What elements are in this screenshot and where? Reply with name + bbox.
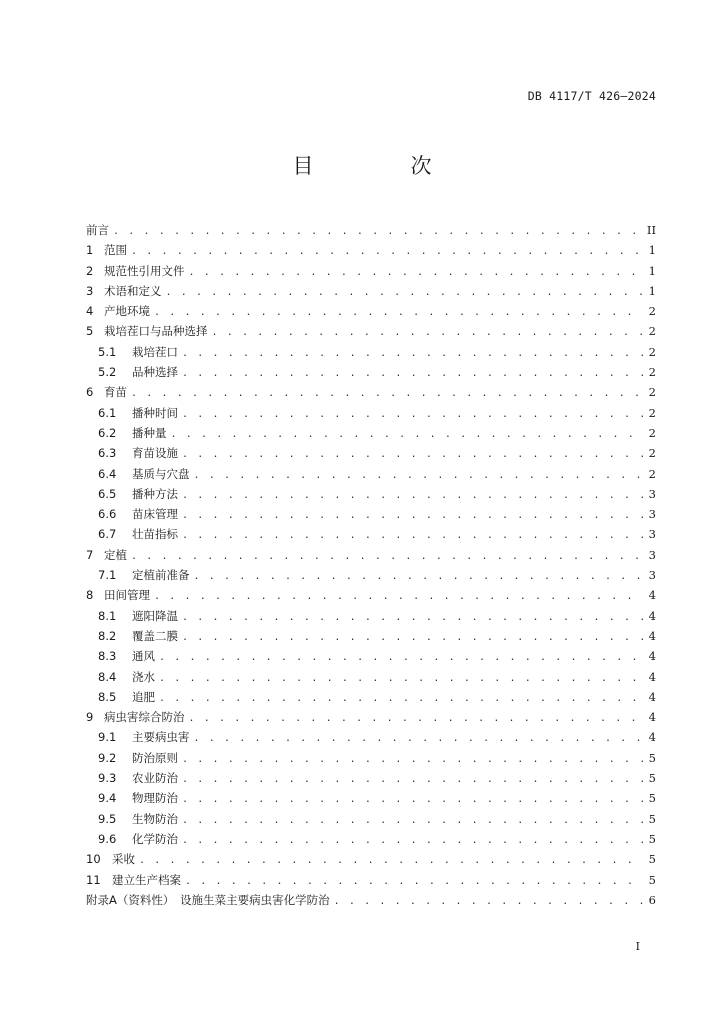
toc-entry-label: 规范性引用文件 <box>104 263 185 278</box>
toc-entry-number: 6 <box>86 385 94 400</box>
toc-entry-number: 9.3 <box>98 771 117 786</box>
toc-leader-dots <box>182 449 643 461</box>
toc-entry[interactable] <box>86 671 656 685</box>
toc-entry[interactable] <box>86 833 656 847</box>
toc-entry[interactable] <box>86 731 656 745</box>
toc-entry[interactable] <box>86 874 656 888</box>
toc-leader-dots <box>194 571 643 583</box>
toc-entry-page: 1 <box>648 243 656 258</box>
toc-leader-dots <box>131 388 643 400</box>
toc-entry-page: 4 <box>648 628 656 643</box>
toc-entry-number: 6.1 <box>98 405 117 420</box>
toc-entry[interactable] <box>86 427 656 441</box>
toc-entry-label: 防治原则 <box>132 750 178 765</box>
toc-entry-label: 栽培茬口与品种选择 <box>104 324 208 339</box>
toc-leader-dots <box>182 530 643 542</box>
toc-leader-dots <box>194 733 643 745</box>
toc-leader-dots <box>139 855 643 867</box>
document-code: DB 4117/T 426—2024 <box>527 89 656 103</box>
toc-entry-label: 播种时间 <box>132 405 178 420</box>
toc-leader-dots <box>159 652 643 664</box>
toc-leader-dots <box>182 632 643 644</box>
toc-entry[interactable] <box>86 752 656 766</box>
toc-entry[interactable] <box>86 650 656 664</box>
toc-entry-number: 5.1 <box>98 344 117 359</box>
toc-leader-dots <box>185 876 643 888</box>
toc-entry-number: 4 <box>86 304 94 319</box>
toc-entry[interactable] <box>86 894 656 908</box>
toc-entry-label: 育苗 <box>104 385 127 400</box>
toc-entry-page: 4 <box>648 689 656 704</box>
toc-entry-number: 9 <box>86 710 94 725</box>
toc-entry-page: 5 <box>648 872 656 887</box>
toc-entry-label: 产地环境 <box>104 304 150 319</box>
toc-entry-number: 8.2 <box>98 628 117 643</box>
toc-leader-dots <box>182 612 643 624</box>
toc-entry[interactable] <box>86 569 656 583</box>
toc-leader-dots <box>131 551 643 563</box>
toc-entry-page: 2 <box>648 425 656 440</box>
toc-entry-page: 5 <box>648 811 656 826</box>
toc-entry-number: 7.1 <box>98 568 117 583</box>
toc-leader-dots <box>159 693 643 705</box>
toc-entry-number: 6.5 <box>98 486 117 501</box>
toc-leader-dots <box>113 226 641 238</box>
toc-entry-number: 6.6 <box>98 507 117 522</box>
toc-entry[interactable] <box>86 853 656 867</box>
toc-entry-label: 通风 <box>132 649 155 664</box>
toc-entry[interactable] <box>86 305 656 319</box>
table-of-contents <box>86 218 656 914</box>
toc-entry-label: 育苗设施 <box>132 446 178 461</box>
toc-entry-number: 9.6 <box>98 831 117 846</box>
toc-entry-number: 9.5 <box>98 811 117 826</box>
toc-entry-number: 6.3 <box>98 446 117 461</box>
toc-entry-page: 2 <box>648 385 656 400</box>
toc-entry-label: 苗床管理 <box>132 507 178 522</box>
toc-entry-page: 3 <box>648 547 656 562</box>
toc-entry-page: 4 <box>648 710 656 725</box>
toc-entry-label: 栽培茬口 <box>132 344 178 359</box>
toc-leader-dots <box>182 774 643 786</box>
toc-entry-label: 基质与穴盘 <box>132 466 190 481</box>
page-title: 目 次 <box>292 154 470 178</box>
toc-leader-dots <box>182 510 643 522</box>
toc-entry-number: 8.4 <box>98 669 117 684</box>
toc-entry-label: 定植 <box>104 547 127 562</box>
toc-leader-dots <box>194 470 643 482</box>
toc-entry-label: 生物防治 <box>132 811 178 826</box>
toc-entry-page: 4 <box>648 669 656 684</box>
toc-entry-label: 病虫害综合防治 <box>104 710 185 725</box>
toc-entry-label: 物理防治 <box>132 791 178 806</box>
toc-entry-page: 2 <box>648 405 656 420</box>
toc-entry-number: 8.3 <box>98 649 117 664</box>
toc-entry-number: 2 <box>86 263 94 278</box>
toc-leader-dots <box>182 754 643 766</box>
toc-entry[interactable] <box>86 792 656 806</box>
toc-leader-dots <box>182 794 643 806</box>
toc-entry[interactable] <box>86 325 656 339</box>
toc-entry-page: 2 <box>648 344 656 359</box>
toc-entry[interactable] <box>86 265 656 279</box>
toc-entry-number: 1 <box>86 243 94 258</box>
toc-entry-label: 范围 <box>104 243 127 258</box>
toc-entry-label: 播种量 <box>132 425 167 440</box>
toc-entry-page: 5 <box>648 750 656 765</box>
toc-entry-page: 3 <box>648 527 656 542</box>
toc-entry[interactable] <box>86 407 656 421</box>
toc-entry[interactable] <box>86 813 656 827</box>
toc-entry-number: 5.2 <box>98 365 117 380</box>
toc-entry[interactable] <box>86 447 656 461</box>
toc-entry-page: 2 <box>648 365 656 380</box>
toc-entry-page: 5 <box>648 852 656 867</box>
toc-entry-number: 6.4 <box>98 466 117 481</box>
toc-entry-page: 2 <box>648 446 656 461</box>
toc-entry-page: 5 <box>648 791 656 806</box>
toc-entry-page: 3 <box>648 568 656 583</box>
toc-entry[interactable] <box>86 366 656 380</box>
toc-leader-dots <box>182 490 643 502</box>
toc-entry-label: 前言 <box>86 223 109 237</box>
toc-entry-number: 8.5 <box>98 689 117 704</box>
toc-entry-number: 5 <box>86 324 94 339</box>
toc-entry[interactable] <box>86 528 656 542</box>
toc-entry[interactable] <box>86 630 656 644</box>
toc-entry[interactable] <box>86 468 656 482</box>
toc-entry-label: 田间管理 <box>104 588 150 603</box>
toc-leader-dots <box>182 368 643 380</box>
toc-entry[interactable] <box>86 691 656 705</box>
page-number: I <box>635 940 640 953</box>
toc-leader-dots <box>182 835 643 847</box>
toc-entry-number: 7 <box>86 547 94 562</box>
toc-entry-label: 术语和定义 <box>104 283 162 298</box>
toc-entry-label: 播种方法 <box>132 486 178 501</box>
toc-entry-number: 8.1 <box>98 608 117 623</box>
toc-entry-label: 浇水 <box>132 669 155 684</box>
toc-entry[interactable] <box>86 244 656 258</box>
toc-entry-page: 4 <box>648 649 656 664</box>
toc-entry-label: 附录A（资料性） 设施生菜主要病虫害化学防治 <box>86 892 330 907</box>
toc-entry-page: 2 <box>648 466 656 481</box>
toc-entry-label: 覆盖二膜 <box>132 628 178 643</box>
toc-entry-page: 4 <box>648 730 656 745</box>
toc-entry-label: 追肥 <box>132 689 155 704</box>
toc-entry-page: 4 <box>648 588 656 603</box>
toc-leader-dots <box>182 348 643 360</box>
toc-leader-dots <box>182 815 643 827</box>
toc-leader-dots <box>182 409 643 421</box>
toc-leader-dots <box>334 896 643 908</box>
toc-entry[interactable] <box>86 346 656 360</box>
toc-entry-page: 1 <box>648 263 656 278</box>
toc-entry[interactable] <box>86 610 656 624</box>
toc-entry-label: 农业防治 <box>132 771 178 786</box>
toc-entry-page: 3 <box>648 507 656 522</box>
toc-entry-label: 化学防治 <box>132 831 178 846</box>
toc-leader-dots <box>166 287 643 299</box>
toc-entry-label: 主要病虫害 <box>132 730 190 745</box>
toc-leader-dots <box>171 429 643 441</box>
toc-entry-label: 采收 <box>112 852 135 867</box>
toc-entry-number: 6.7 <box>98 527 117 542</box>
toc-entry-label: 定植前准备 <box>132 568 190 583</box>
toc-entry[interactable] <box>86 508 656 522</box>
toc-entry-label: 品种选择 <box>132 365 178 380</box>
toc-entry-number: 8 <box>86 588 94 603</box>
toc-entry-page: 2 <box>648 304 656 319</box>
toc-leader-dots <box>154 591 643 603</box>
toc-entry-label: 壮苗指标 <box>132 527 178 542</box>
toc-entry-label: 建立生产档案 <box>112 872 181 887</box>
toc-entry[interactable] <box>86 386 656 400</box>
toc-entry[interactable] <box>86 711 656 725</box>
toc-entry-page: II <box>646 223 656 237</box>
toc-leader-dots <box>131 246 643 258</box>
toc-entry-page: 3 <box>648 486 656 501</box>
toc-entry[interactable] <box>86 488 656 502</box>
toc-entry[interactable] <box>86 772 656 786</box>
toc-entry-number: 6.2 <box>98 425 117 440</box>
toc-entry-label: 遮阳降温 <box>132 608 178 623</box>
toc-leader-dots <box>159 673 643 685</box>
toc-entry-number: 3 <box>86 283 94 298</box>
toc-entry-number: 11 <box>86 872 101 887</box>
toc-leader-dots <box>212 327 643 339</box>
toc-entry-number: 9.1 <box>98 730 117 745</box>
toc-entry[interactable] <box>86 285 656 299</box>
toc-entry[interactable] <box>86 549 656 563</box>
toc-entry[interactable] <box>86 589 656 603</box>
toc-entry-number: 10 <box>86 852 101 867</box>
toc-entry-page: 4 <box>648 608 656 623</box>
toc-entry-page: 2 <box>648 324 656 339</box>
toc-entry-number: 9.4 <box>98 791 117 806</box>
toc-entry-page: 5 <box>648 771 656 786</box>
toc-entry-number: 9.2 <box>98 750 117 765</box>
toc-leader-dots <box>189 713 643 725</box>
toc-leader-dots <box>189 267 643 279</box>
toc-entry-page: 6 <box>648 892 656 907</box>
toc-entry-page: 5 <box>648 831 656 846</box>
toc-leader-dots <box>154 307 643 319</box>
toc-entry-page: 1 <box>648 283 656 298</box>
toc-entry[interactable] <box>86 224 656 238</box>
